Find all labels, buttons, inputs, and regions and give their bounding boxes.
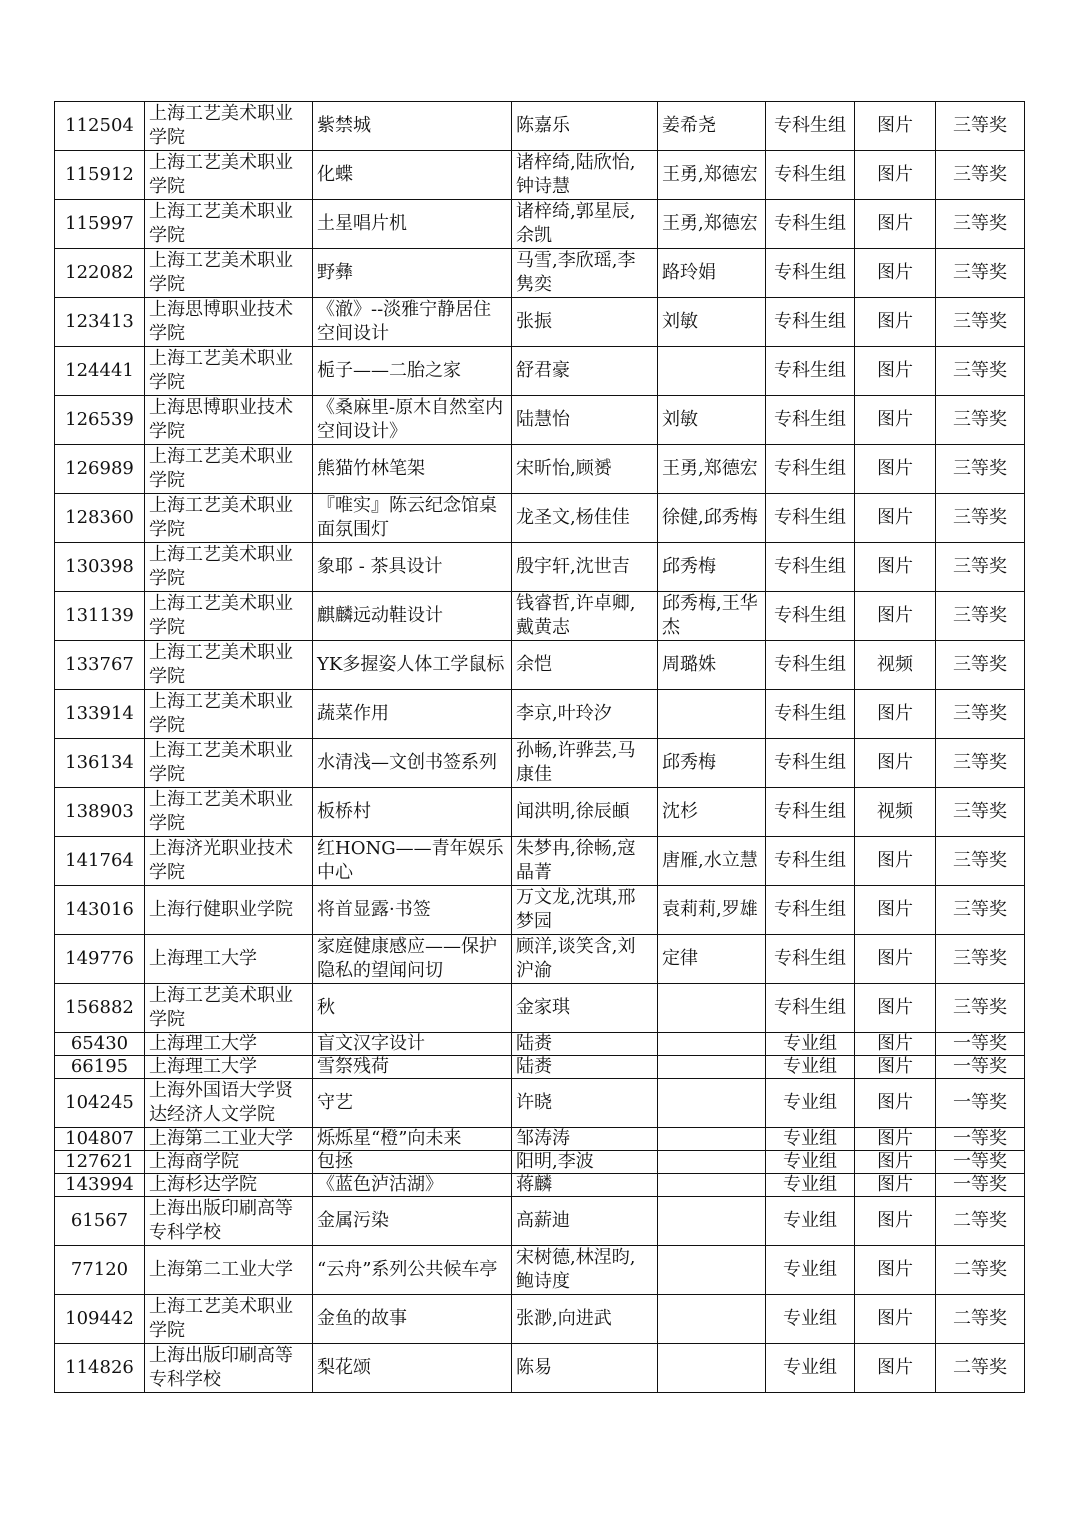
work-type-cell: 图片 [855,543,936,592]
category-cell: 专业组 [766,1079,855,1128]
award-level-cell: 三等奖 [936,739,1025,788]
school-name-cell: 上海理工大学 [145,935,313,984]
work-type-cell: 图片 [855,151,936,200]
category-cell: 专业组 [766,1295,855,1344]
school-name-cell: 上海思博职业技术学院 [145,298,313,347]
school-name-cell: 上海外国语大学贤达经济人文学院 [145,1079,313,1128]
award-id-cell: 122082 [55,249,145,298]
school-name-cell: 上海第二工业大学 [145,1128,313,1151]
award-level-cell: 三等奖 [936,200,1025,249]
work-type-cell: 视频 [855,788,936,837]
work-title-cell: YK多握姿人体工学鼠标 [313,641,512,690]
award-id-cell: 133914 [55,690,145,739]
award-id-cell: 65430 [55,1033,145,1056]
work-type-cell: 图片 [855,739,936,788]
advisor-cell: 姜希尧 [658,102,766,151]
authors-cell: 马雪,李欣瑶,李隽奕 [512,249,658,298]
work-type-cell: 图片 [855,1344,936,1393]
category-cell: 专科生组 [766,249,855,298]
work-type-cell: 图片 [855,249,936,298]
work-title-cell: “云舟”系列公共候车亭 [313,1246,512,1295]
award-level-cell: 三等奖 [936,935,1025,984]
award-level-cell: 三等奖 [936,886,1025,935]
award-id-cell: 130398 [55,543,145,592]
authors-cell: 陆赉 [512,1056,658,1079]
school-name-cell: 上海杉达学院 [145,1174,313,1197]
award-level-cell: 三等奖 [936,641,1025,690]
work-title-cell: 金属污染 [313,1197,512,1246]
authors-cell: 闻洪明,徐辰頔 [512,788,658,837]
work-type-cell: 图片 [855,1174,936,1197]
authors-cell: 邹涛涛 [512,1128,658,1151]
awards-table-body [55,102,1025,1393]
school-name-cell: 上海出版印刷高等专科学校 [145,1344,313,1393]
award-level-cell: 三等奖 [936,592,1025,641]
award-level-cell: 二等奖 [936,1246,1025,1295]
award-id-cell: 114826 [55,1344,145,1393]
awards-table [54,101,1025,1393]
school-name-cell: 上海工艺美术职业学院 [145,592,313,641]
advisor-cell: 唐雁,水立慧 [658,837,766,886]
work-title-cell: 秋 [313,984,512,1033]
category-cell: 专科生组 [766,347,855,396]
work-type-cell: 图片 [855,396,936,445]
work-type-cell: 图片 [855,1056,936,1079]
work-title-cell: 将首显露·书签 [313,886,512,935]
school-name-cell: 上海工艺美术职业学院 [145,984,313,1033]
school-name-cell: 上海工艺美术职业学院 [145,641,313,690]
category-cell: 专业组 [766,1128,855,1151]
work-title-cell: 象耶 - 茶具设计 [313,543,512,592]
award-level-cell: 三等奖 [936,788,1025,837]
authors-cell: 金家琪 [512,984,658,1033]
work-title-cell: 水清浅—文创书签系列 [313,739,512,788]
work-type-cell: 图片 [855,102,936,151]
category-cell: 专业组 [766,1056,855,1079]
work-type-cell: 图片 [855,690,936,739]
work-type-cell: 图片 [855,1197,936,1246]
table-row [55,1151,1025,1174]
advisor-cell: 邱秀梅,王华杰 [658,592,766,641]
category-cell: 专业组 [766,1246,855,1295]
work-title-cell: 包拯 [313,1151,512,1174]
work-type-cell: 图片 [855,1151,936,1174]
work-type-cell: 图片 [855,494,936,543]
category-cell: 专业组 [766,1344,855,1393]
authors-cell: 阳明,李波 [512,1151,658,1174]
work-type-cell: 图片 [855,1246,936,1295]
work-title-cell: 『唯实』陈云纪念馆桌面氛围灯 [313,494,512,543]
award-id-cell: 104245 [55,1079,145,1128]
table-row [55,641,1025,690]
category-cell: 专科生组 [766,200,855,249]
authors-cell: 万文龙,沈琪,邢梦园 [512,886,658,935]
authors-cell: 陈易 [512,1344,658,1393]
award-level-cell: 一等奖 [936,1174,1025,1197]
advisor-cell [658,690,766,739]
work-type-cell: 图片 [855,1128,936,1151]
award-level-cell: 三等奖 [936,984,1025,1033]
table-row [55,298,1025,347]
advisor-cell: 邱秀梅 [658,543,766,592]
table-row [55,151,1025,200]
authors-cell: 钱睿哲,许卓卿,戴黄志 [512,592,658,641]
category-cell: 专科生组 [766,102,855,151]
award-level-cell: 二等奖 [936,1197,1025,1246]
table-row [55,1246,1025,1295]
category-cell: 专业组 [766,1197,855,1246]
award-level-cell: 三等奖 [936,543,1025,592]
table-row [55,1344,1025,1393]
work-type-cell: 图片 [855,592,936,641]
category-cell: 专科生组 [766,641,855,690]
school-name-cell: 上海第二工业大学 [145,1246,313,1295]
award-level-cell: 二等奖 [936,1295,1025,1344]
work-title-cell: 雪祭残荷 [313,1056,512,1079]
authors-cell: 陈嘉乐 [512,102,658,151]
table-row [55,200,1025,249]
school-name-cell: 上海工艺美术职业学院 [145,200,313,249]
work-title-cell: 熊猫竹林笔架 [313,445,512,494]
table-row [55,935,1025,984]
authors-cell: 李京,叶玲汐 [512,690,658,739]
category-cell: 专业组 [766,1151,855,1174]
award-id-cell: 141764 [55,837,145,886]
award-level-cell: 一等奖 [936,1128,1025,1151]
work-type-cell: 图片 [855,886,936,935]
work-title-cell: 家庭健康感应——保护隐私的望闻问切 [313,935,512,984]
award-id-cell: 112504 [55,102,145,151]
award-level-cell: 三等奖 [936,347,1025,396]
work-title-cell: 盲文汉字设计 [313,1033,512,1056]
advisor-cell: 路玲娟 [658,249,766,298]
award-level-cell: 一等奖 [936,1033,1025,1056]
award-level-cell: 一等奖 [936,1056,1025,1079]
school-name-cell: 上海工艺美术职业学院 [145,543,313,592]
work-title-cell: 栀子——二胎之家 [313,347,512,396]
school-name-cell: 上海工艺美术职业学院 [145,347,313,396]
category-cell: 专科生组 [766,151,855,200]
school-name-cell: 上海济光职业技术学院 [145,837,313,886]
category-cell: 专科生组 [766,543,855,592]
table-row [55,494,1025,543]
advisor-cell: 刘敏 [658,298,766,347]
category-cell: 专科生组 [766,445,855,494]
award-id-cell: 124441 [55,347,145,396]
school-name-cell: 上海理工大学 [145,1056,313,1079]
advisor-cell: 周璐姝 [658,641,766,690]
award-id-cell: 143994 [55,1174,145,1197]
school-name-cell: 上海工艺美术职业学院 [145,739,313,788]
work-title-cell: 《蓝色泸沽湖》 [313,1174,512,1197]
advisor-cell: 邱秀梅 [658,739,766,788]
work-type-cell: 视频 [855,641,936,690]
authors-cell: 顾洋,谈笑含,刘沪渝 [512,935,658,984]
category-cell: 专科生组 [766,935,855,984]
table-row [55,102,1025,151]
award-level-cell: 一等奖 [936,1151,1025,1174]
award-id-cell: 115997 [55,200,145,249]
advisor-cell [658,1128,766,1151]
school-name-cell: 上海工艺美术职业学院 [145,151,313,200]
advisor-cell [658,984,766,1033]
authors-cell: 陆赉 [512,1033,658,1056]
school-name-cell: 上海理工大学 [145,1033,313,1056]
category-cell: 专科生组 [766,837,855,886]
work-title-cell: 麒麟远动鞋设计 [313,592,512,641]
school-name-cell: 上海工艺美术职业学院 [145,494,313,543]
award-id-cell: 109442 [55,1295,145,1344]
table-row [55,886,1025,935]
work-title-cell: 紫禁城 [313,102,512,151]
advisor-cell [658,1197,766,1246]
award-id-cell: 131139 [55,592,145,641]
school-name-cell: 上海工艺美术职业学院 [145,1295,313,1344]
work-type-cell: 图片 [855,837,936,886]
advisor-cell [658,1079,766,1128]
award-level-cell: 三等奖 [936,249,1025,298]
authors-cell: 诸梓绮,郭星辰,余凯 [512,200,658,249]
school-name-cell: 上海思博职业技术学院 [145,396,313,445]
table-row [55,396,1025,445]
authors-cell: 高薪迪 [512,1197,658,1246]
table-row [55,788,1025,837]
work-title-cell: 《桑麻里-原木自然室内空间设计》 [313,396,512,445]
school-name-cell: 上海行健职业学院 [145,886,313,935]
award-id-cell: 123413 [55,298,145,347]
category-cell: 专科生组 [766,984,855,1033]
award-id-cell: 126539 [55,396,145,445]
advisor-cell: 袁莉莉,罗雄 [658,886,766,935]
authors-cell: 宋昕怡,顾赟 [512,445,658,494]
table-row [55,690,1025,739]
work-title-cell: 烁烁星“橙”向未来 [313,1128,512,1151]
award-level-cell: 三等奖 [936,151,1025,200]
category-cell: 专业组 [766,1033,855,1056]
table-row [55,1197,1025,1246]
advisor-cell [658,1151,766,1174]
school-name-cell: 上海工艺美术职业学院 [145,690,313,739]
advisor-cell: 王勇,郑德宏 [658,200,766,249]
work-title-cell: 野彝 [313,249,512,298]
award-id-cell: 138903 [55,788,145,837]
table-row [55,1128,1025,1151]
authors-cell: 殷宇轩,沈世吉 [512,543,658,592]
table-row [55,984,1025,1033]
award-id-cell: 128360 [55,494,145,543]
category-cell: 专科生组 [766,592,855,641]
award-id-cell: 149776 [55,935,145,984]
authors-cell: 宋树德,林涅昀,鲍诗度 [512,1246,658,1295]
table-row [55,1174,1025,1197]
work-title-cell: 《澈》--淡雅宁静居住空间设计 [313,298,512,347]
table-row [55,837,1025,886]
award-level-cell: 三等奖 [936,396,1025,445]
award-id-cell: 61567 [55,1197,145,1246]
category-cell: 专科生组 [766,396,855,445]
work-type-cell: 图片 [855,347,936,396]
authors-cell: 龙圣文,杨佳佳 [512,494,658,543]
advisor-cell [658,1295,766,1344]
table-row [55,739,1025,788]
award-level-cell: 三等奖 [936,445,1025,494]
work-type-cell: 图片 [855,1033,936,1056]
work-type-cell: 图片 [855,1295,936,1344]
advisor-cell [658,1056,766,1079]
table-row [55,1033,1025,1056]
award-id-cell: 77120 [55,1246,145,1295]
work-type-cell: 图片 [855,298,936,347]
award-id-cell: 156882 [55,984,145,1033]
work-title-cell: 板桥村 [313,788,512,837]
advisor-cell [658,347,766,396]
authors-cell: 余恺 [512,641,658,690]
work-title-cell: 梨花颂 [313,1344,512,1393]
award-id-cell: 133767 [55,641,145,690]
advisor-cell: 王勇,郑德宏 [658,151,766,200]
advisor-cell [658,1344,766,1393]
advisor-cell [658,1033,766,1056]
award-level-cell: 一等奖 [936,1079,1025,1128]
authors-cell: 陆慧怡 [512,396,658,445]
work-title-cell: 土星唱片机 [313,200,512,249]
work-title-cell: 蔬菜作用 [313,690,512,739]
school-name-cell: 上海工艺美术职业学院 [145,788,313,837]
authors-cell: 诸梓绮,陆欣怡,钟诗慧 [512,151,658,200]
authors-cell: 张振 [512,298,658,347]
award-level-cell: 三等奖 [936,837,1025,886]
advisor-cell: 刘敏 [658,396,766,445]
award-id-cell: 104807 [55,1128,145,1151]
award-level-cell: 三等奖 [936,494,1025,543]
award-level-cell: 二等奖 [936,1344,1025,1393]
advisor-cell [658,1246,766,1295]
category-cell: 专科生组 [766,788,855,837]
authors-cell: 蒋麟 [512,1174,658,1197]
school-name-cell: 上海出版印刷高等专科学校 [145,1197,313,1246]
table-row [55,1056,1025,1079]
table-row [55,1295,1025,1344]
table-row [55,249,1025,298]
advisor-cell: 定律 [658,935,766,984]
award-id-cell: 115912 [55,151,145,200]
table-row [55,445,1025,494]
award-id-cell: 136134 [55,739,145,788]
category-cell: 专科生组 [766,298,855,347]
work-type-cell: 图片 [855,200,936,249]
school-name-cell: 上海工艺美术职业学院 [145,445,313,494]
work-type-cell: 图片 [855,984,936,1033]
category-cell: 专科生组 [766,690,855,739]
work-type-cell: 图片 [855,1079,936,1128]
award-id-cell: 143016 [55,886,145,935]
category-cell: 专业组 [766,1174,855,1197]
advisor-cell: 王勇,郑德宏 [658,445,766,494]
award-level-cell: 三等奖 [936,102,1025,151]
category-cell: 专科生组 [766,494,855,543]
award-id-cell: 127621 [55,1151,145,1174]
award-id-cell: 66195 [55,1056,145,1079]
school-name-cell: 上海商学院 [145,1151,313,1174]
table-row [55,543,1025,592]
work-title-cell: 红HONG——青年娱乐中心 [313,837,512,886]
category-cell: 专科生组 [766,886,855,935]
school-name-cell: 上海工艺美术职业学院 [145,249,313,298]
work-type-cell: 图片 [855,935,936,984]
work-title-cell: 金鱼的故事 [313,1295,512,1344]
work-type-cell: 图片 [855,445,936,494]
authors-cell: 张渺,向进武 [512,1295,658,1344]
award-level-cell: 三等奖 [936,690,1025,739]
authors-cell: 舒君豪 [512,347,658,396]
table-row [55,592,1025,641]
work-title-cell: 化蝶 [313,151,512,200]
award-id-cell: 126989 [55,445,145,494]
table-row [55,1079,1025,1128]
award-level-cell: 三等奖 [936,298,1025,347]
advisor-cell: 沈杉 [658,788,766,837]
advisor-cell [658,1174,766,1197]
work-title-cell: 守艺 [313,1079,512,1128]
school-name-cell: 上海工艺美术职业学院 [145,102,313,151]
authors-cell: 朱梦冉,徐畅,寇晶菁 [512,837,658,886]
authors-cell: 孙畅,许骅芸,马康佳 [512,739,658,788]
advisor-cell: 徐健,邱秀梅 [658,494,766,543]
authors-cell: 许晓 [512,1079,658,1128]
table-row [55,347,1025,396]
category-cell: 专科生组 [766,739,855,788]
